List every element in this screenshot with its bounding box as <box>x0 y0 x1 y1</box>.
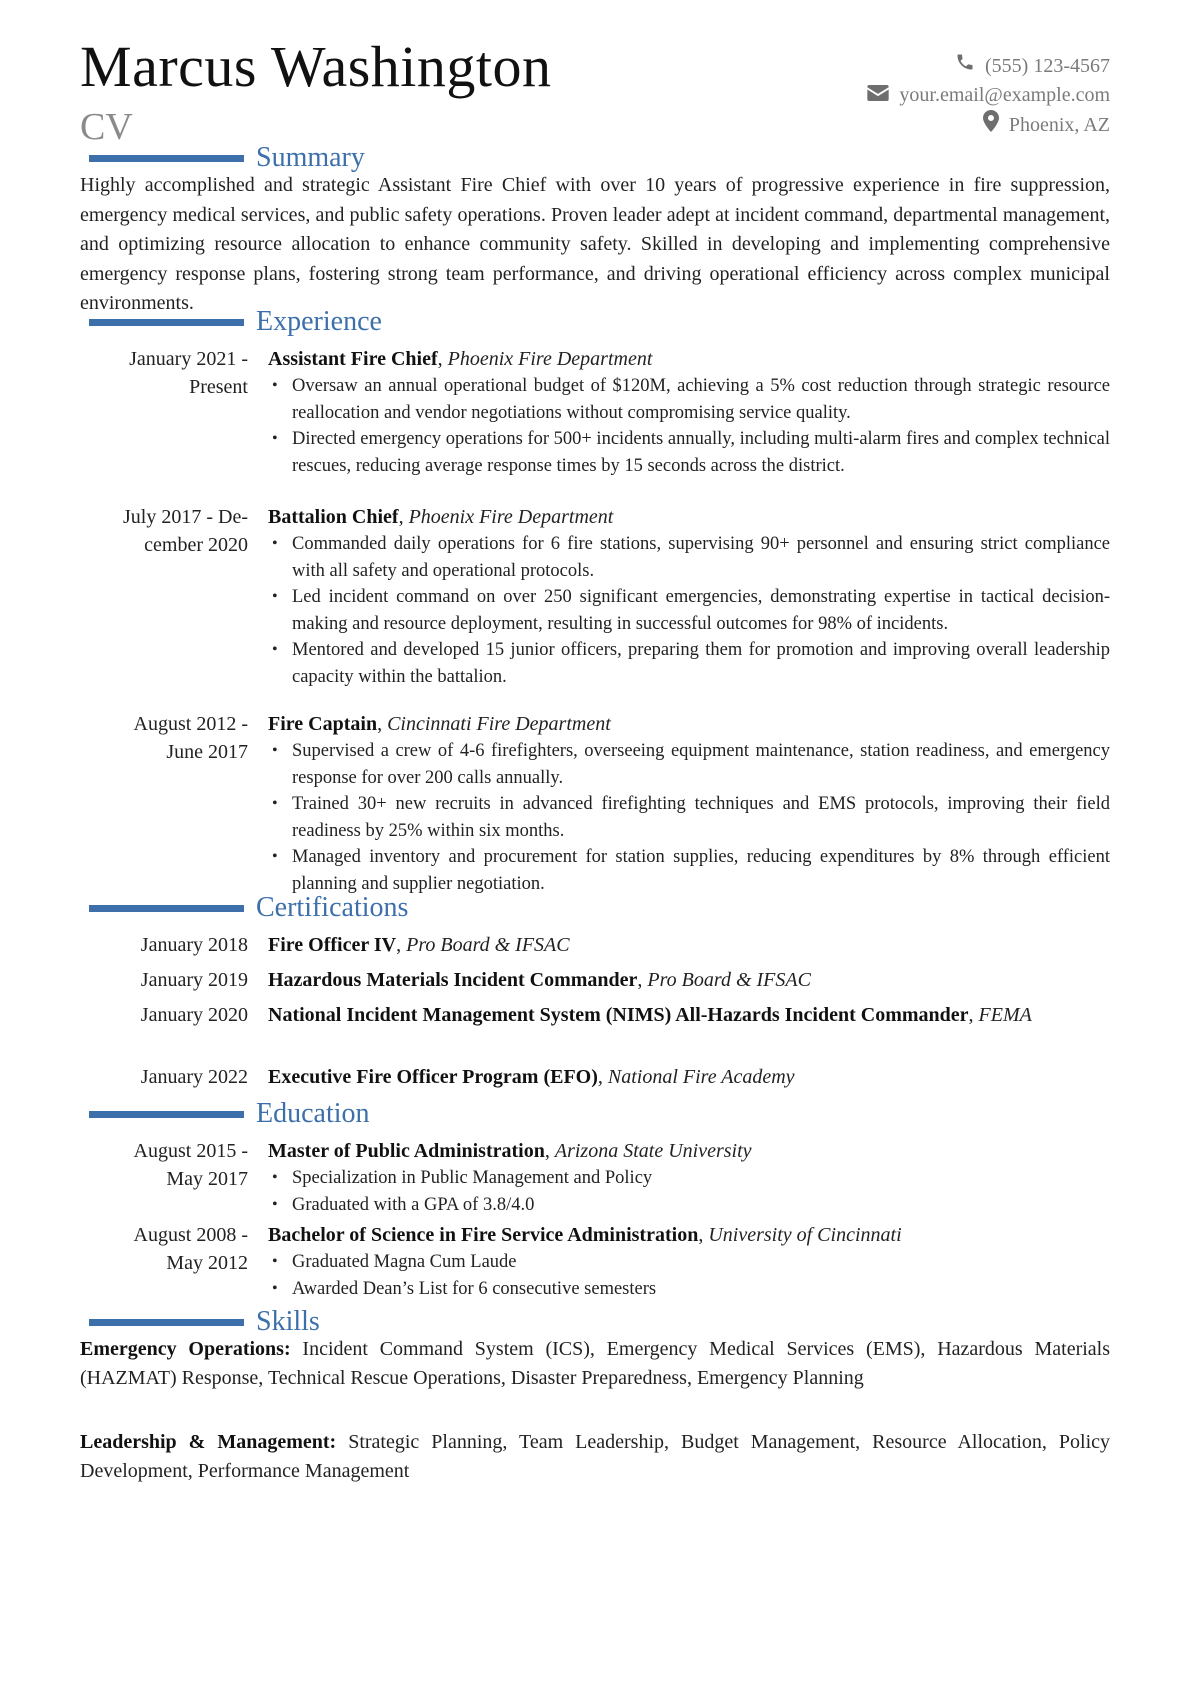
bullet-item: • Trained 30+ new recruits in advanced firefighting techniques and EMS protocols, improving their field readiness by 25% within six months. <box>268 791 1110 844</box>
date-line: June 2017 <box>166 741 248 763</box>
entry-date: January 2019 <box>140 969 248 991</box>
bullet-list <box>268 1249 1110 1302</box>
section-accent-bar <box>89 1319 244 1326</box>
section-title: Education <box>256 1098 370 1129</box>
institution: University of Cincinnati <box>708 1224 902 1246</box>
organization: National Fire Academy <box>607 1066 795 1088</box>
job-title: Assistant Fire Chief <box>268 348 438 370</box>
email-link[interactable]: your.email@example.com <box>899 84 1110 106</box>
bullet-item: • Specialization in Public Management and Policy <box>268 1165 1110 1192</box>
bullet-item: • Graduated Magna Cum Laude <box>268 1249 1110 1276</box>
section-header-skills <box>80 1305 320 1339</box>
document-subtitle: CV <box>80 106 133 148</box>
section-header-education <box>80 1097 370 1131</box>
phone-text: (555) 123-4567 <box>985 55 1110 77</box>
institution: Arizona State University <box>554 1140 752 1162</box>
cert-title: National Incident Management System (NIMS) All-Hazards Incident Commander <box>268 1004 969 1026</box>
date-line: July 2017 - De- <box>123 506 248 528</box>
organization: Phoenix Fire Department <box>408 506 614 528</box>
skill-group-label: Emergency Operations: <box>80 1338 291 1360</box>
section-header-experience <box>80 305 382 339</box>
date-line: August 2012 - <box>133 713 248 735</box>
entry-body: Fire Captain, Cincinnati Fire Department • Supervised a crew of 4-6 firefighters, overseeing equipment maintenance, station readiness, and emergency response for over 200 calls annually. • Trained 30+ new recruits in advanced firefighting techniques and EMS protocols, improving their field readiness by 25% within six months. • Managed inventory and procurement for station supplies, reducing expenditures by 8% through efficient planning and supplier negotiation. <box>268 710 1110 897</box>
bullet-item: • Managed inventory and procurement for station supplies, reducing expenditures by 8% through efficient planning and supplier negotiation. <box>268 844 1110 897</box>
section-title: Experience <box>256 306 382 337</box>
section-accent-bar <box>89 1111 244 1118</box>
bullet-item: • Mentored and developed 15 junior officers, preparing them for promotion and improving overall leadership capacity within the battalion. <box>268 637 1110 690</box>
entry-date <box>80 345 248 401</box>
envelope-icon <box>867 81 889 110</box>
contact-location <box>867 110 1110 141</box>
date-line: August 2008 - <box>133 1224 248 1246</box>
bullet-list <box>268 373 1110 479</box>
bullet-list <box>268 738 1110 897</box>
date-line: January 2021 - <box>129 348 248 370</box>
cert-title: Executive Fire Officer Program (EFO) <box>268 1066 598 1088</box>
entry-body: National Incident Management System (NIMS) All-Hazards Incident Commander, FEMA <box>268 1004 1032 1026</box>
entry-date <box>80 1137 248 1193</box>
skill-group-label: Leadership & Management: <box>80 1431 337 1453</box>
bullet-item: • Commanded daily operations for 6 fire stations, supervising 90+ personnel and ensuring strict compliance with all safety and operational protocols. <box>268 531 1110 584</box>
entry-body: Assistant Fire Chief, Phoenix Fire Department • Oversaw an annual operational budget of $120M, achieving a 5% cost reduction through strategic resource reallocation and vendor negotiations without compromising service quality. • Directed emergency operations for 500+ incidents annually, including multi-alarm fires and complex technical rescues, reducing average response times by 15 seconds across the district. <box>268 345 1110 479</box>
section-accent-bar <box>89 319 244 326</box>
entry-date: January 2018 <box>140 934 248 956</box>
organization: FEMA <box>978 1004 1032 1026</box>
section-title: Summary <box>256 142 365 173</box>
skill-group-text: Incident Command System (ICS), Emergency Medical Services (EMS), Hazardous Materials (HAZMAT) Response, Technical Rescue Operations, Disaster Preparedness, Emergency Planning <box>80 1338 1111 1389</box>
contact-block <box>867 52 1110 141</box>
entry-body: Bachelor of Science in Fire Service Administration, University of Cincinnati • Graduated Magna Cum Laude • Awarded Dean’s List for 6 consecutive semesters <box>268 1221 1110 1302</box>
bullet-list <box>268 531 1110 690</box>
date-line: May 2017 <box>166 1168 248 1190</box>
date-line: August 2015 - <box>133 1140 248 1162</box>
skill-group <box>80 1428 1110 1486</box>
entry-body: Master of Public Administration, Arizona State University • Specialization in Public Management and Policy • Graduated with a GPA of 3.8/4.0 <box>268 1137 1110 1218</box>
bullet-list <box>268 1165 1110 1218</box>
entry-date <box>80 1221 248 1277</box>
contact-email <box>867 81 1110 110</box>
cert-title: Fire Officer IV <box>268 934 397 956</box>
bullet-item: • Graduated with a GPA of 3.8/4.0 <box>268 1192 1110 1219</box>
section-title: Skills <box>256 1306 320 1337</box>
bullet-item: • Directed emergency operations for 500+ incidents annually, including multi-alarm fires and complex technical rescues, reducing average response times by 15 seconds across the district. <box>268 426 1110 479</box>
entry-date: January 2020 <box>140 1004 248 1026</box>
entry-body: Battalion Chief, Phoenix Fire Department • Commanded daily operations for 6 fire stations, supervising 90+ personnel and ensuring strict compliance with all safety and operational protocols. • Led incident command on over 250 significant emergencies, demonstrating expertise in tactical decision-making and resource deployment, resulting in successful outcomes for 98% of incidents. • Mentored and developed 15 junior officers, preparing them for promotion and improving overall leadership capacity within the battalion. <box>268 503 1110 690</box>
candidate-name: Marcus Washington <box>80 34 552 99</box>
organization: Pro Board & IFSAC <box>647 969 811 991</box>
summary-text: Highly accomplished and strategic Assistant Fire Chief with over 10 years of progressive experience in fire suppression, emergency medical services, and public safety operations. Proven leader adept at incident command, departmental management, and optimizing resource allocation to enhance community safety. Skilled in developing and implementing comprehensive emergency response plans, fostering strong team performance, and driving operational efficiency across complex municipal environments. <box>80 174 1110 314</box>
entry-date: January 2022 <box>140 1066 248 1088</box>
cert-title: Hazardous Materials Incident Commander <box>268 969 638 991</box>
entry-body: Executive Fire Officer Program (EFO), National Fire Academy <box>268 1066 795 1088</box>
date-line: Present <box>189 376 248 398</box>
skill-group <box>80 1335 1110 1393</box>
date-line: May 2012 <box>166 1252 248 1274</box>
job-title: Fire Captain <box>268 713 378 735</box>
entry-body: Hazardous Materials Incident Commander, Pro Board & IFSAC <box>268 969 811 991</box>
section-accent-bar <box>89 155 244 162</box>
entry-date <box>80 710 248 766</box>
organization: Cincinnati Fire Department <box>387 713 611 735</box>
location-text: Phoenix, AZ <box>1008 114 1110 136</box>
skill-group-text: Strategic Planning, Team Leadership, Budget Management, Resource Allocation, Policy Development, Performance Management <box>80 1431 1111 1482</box>
entry-body: Fire Officer IV, Pro Board & IFSAC <box>268 934 570 956</box>
section-header-certifications <box>80 891 408 925</box>
organization: Pro Board & IFSAC <box>406 934 570 956</box>
section-title: Certifications <box>256 892 409 923</box>
job-title: Battalion Chief <box>268 506 399 528</box>
contact-phone <box>867 52 1110 81</box>
phone-icon <box>955 52 975 81</box>
degree-title: Master of Public Administration <box>268 1140 545 1162</box>
degree-title: Bachelor of Science in Fire Service Administration <box>268 1224 699 1246</box>
bullet-item: • Awarded Dean’s List for 6 consecutive semesters <box>268 1276 1110 1303</box>
entry-date <box>80 503 248 559</box>
date-line: cember 2020 <box>144 534 248 556</box>
bullet-item: • Supervised a crew of 4-6 firefighters, overseeing equipment maintenance, station readiness, and emergency response for over 200 calls annually. <box>268 738 1110 791</box>
map-pin-icon <box>983 110 999 141</box>
organization: Phoenix Fire Department <box>447 348 653 370</box>
section-header-summary <box>80 141 365 175</box>
bullet-item: • Led incident command on over 250 significant emergencies, demonstrating expertise in tactical decision-making and resource deployment, resulting in successful outcomes for 98% of incidents. <box>268 584 1110 637</box>
section-accent-bar <box>89 905 244 912</box>
bullet-item: • Oversaw an annual operational budget of $120M, achieving a 5% cost reduction through strategic resource reallocation and vendor negotiations without compromising service quality. <box>268 373 1110 426</box>
